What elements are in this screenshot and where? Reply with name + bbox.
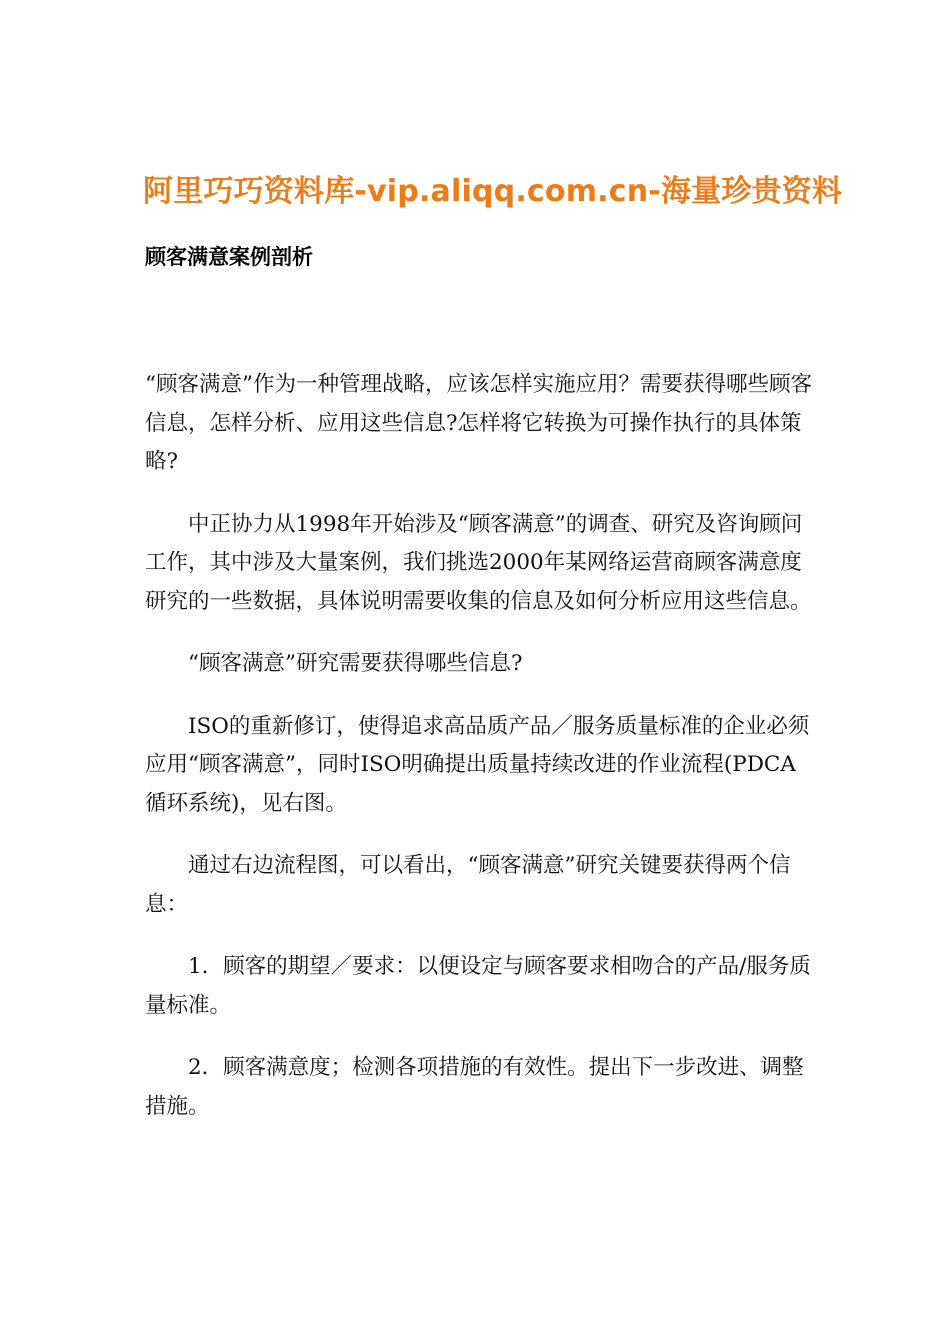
document-body [145,366,815,1126]
document-title: 顾客满意案例剖析 [145,245,313,269]
list-item: 2．顾客满意度；检测各项措施的有效性。提出下一步改进、调整措施。 [145,1055,804,1119]
body-paragraph: 通过右边流程图，可以看出，“顾客满意”研究关键要获得两个信息： [145,853,791,917]
site-banner: 阿里巧巧资料库-vip.aliqq.com.cn-海量珍贵资料 [143,174,843,209]
body-paragraph: ISO的重新修订，使得追求高品质产品／服务质量标准的企业必须应用“顾客满意”，同时ISO明确提出质量持续改进的作业流程(PDCA循环系统)，见右图。 [145,713,810,816]
list-item: 1．顾客的期望／要求：以便设定与顾客要求相吻合的产品/服务质量标准。 [145,954,811,1018]
body-paragraph: 中正协力从1998年开始涉及“顾客满意”的调查、研究及咨询顾问工作，其中涉及大量案例，我们挑选2000年某网络运营商顾客满意度研究的一些数据，具体说明需要收集的信息及如何分析应用这些信息。 [145,511,812,614]
body-paragraph: “顾客满意”研究需要获得哪些信息? [188,651,523,676]
body-paragraph: “顾客满意”作为一种管理战略，应该怎样实施应用？需要获得哪些顾客信息，怎样分析、应用这些信息?怎样将它转换为可操作执行的具体策略? [145,372,812,474]
